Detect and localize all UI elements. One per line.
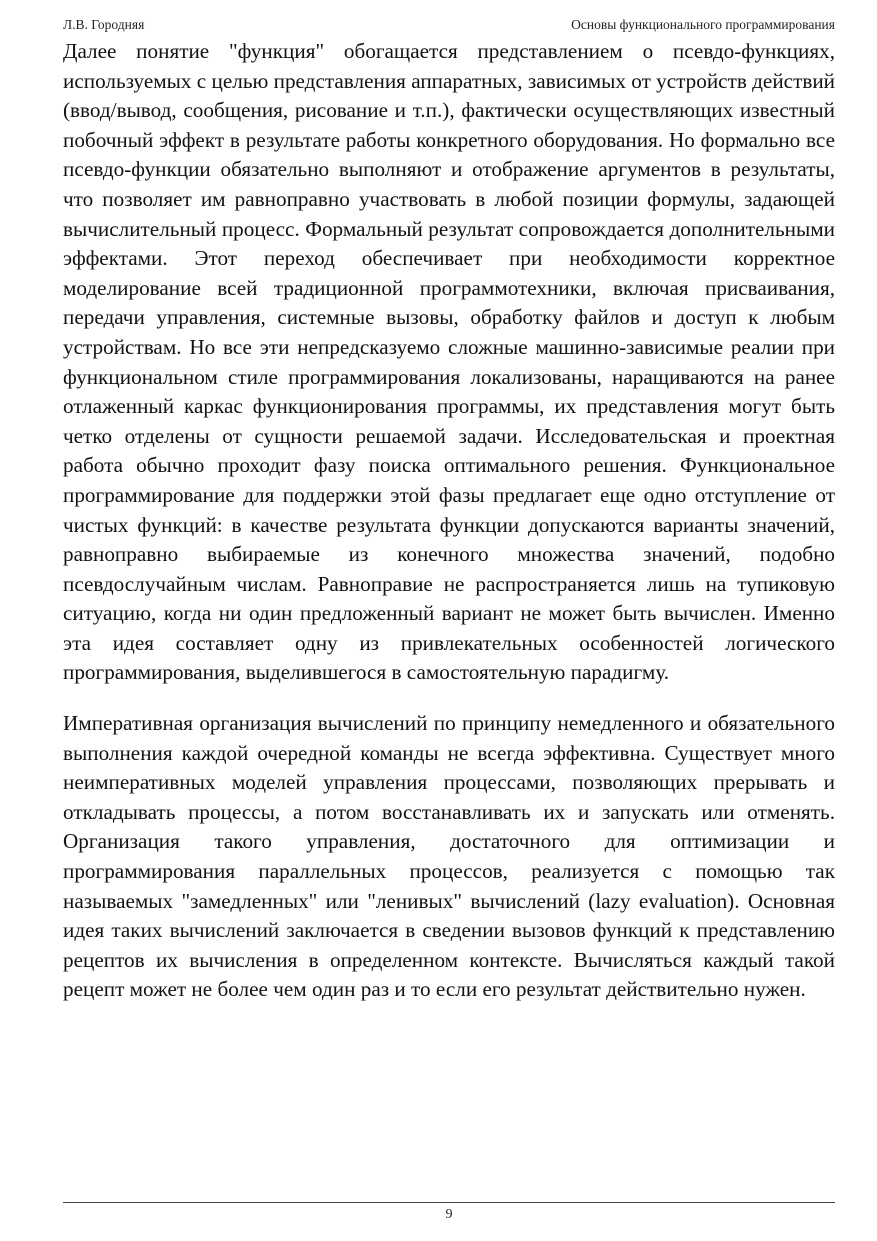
- paragraph-lazy-evaluation: Императивная организация вычислений по принципу немедленного и обязательного выполнения каждой очередной команды не всегда эффективна. Существует много неимперативных моделей управления процессами, позволяющих прерывать и откладывать процессы, а потом восстанавливать их и запускать или отменять. Организация такого управления, достаточного для оптимизации и программирования параллельных процессов, реализуется с помощью так называемых "замедленных" или "ленивых" вычислений (lazy evaluation). Основная идея таких вычислений заключается в сведении вызовов функций к представлению рецептов их вычисления в определенном контексте. Вычисляться каждый такой рецепт может не более чем один раз и то если его результат действительно нужен.: [63, 711, 835, 1002]
- document-page: [63, 14, 835, 1005]
- page-number: 9: [445, 1207, 453, 1222]
- header-book-title: Основы функционального программирования: [571, 17, 835, 32]
- running-header: [63, 14, 835, 36]
- footer-divider: [63, 1202, 835, 1203]
- paragraph-pseudo-functions: Далее понятие "функция" обогащается представлением о псевдо-функциях, используемых с целью представления аппаратных, зависимых от устройств действий (ввод/вывод, сообщения, рисование и т.п.), фактически осуществляющих известный побочный эффект в результате работы конкретного оборудования. Но формально все псевдо-функции обязательно выполняют и отображение аргументов в результаты, что позволяет им равноправно участвовать в любой позиции формулы, задающей вычислительный процесс. Формальный результат сопровождается дополнительными эффектами. Этот переход обеспечивает при необходимости корректное моделирование всей традиционной программотехники, включая присваивания, передачи управления, системные вызовы, обработку файлов и доступ к любым устройствам. Но все эти непредсказуемо сложные машинно-зависимые реалии при функциональном стиле программирования локализованы, наращиваются на ранее отлаженный каркас функционирования программы, их представления могут быть четко отделены от сущности решаемой задачи. Исследовательская и проектная работа обычно проходит фазу поиска оптимального решения. Функциональное программирование для поддержки этой фазы предлагает еще одно отступление от чистых функций: в качестве результата функции допускаются варианты значений, равноправно выбираемые из конечного множества значений, подобно псевдослучайным числам. Равноправие не распространяется лишь на тупиковую ситуацию, когда ни один предложенный вариант не может быть вычислен. Именно эта идея составляет одну из привлекательных особенностей логического программирования, выделившегося в самостоятельную парадигму.: [63, 39, 836, 685]
- header-author: Л.В. Городняя: [63, 17, 145, 32]
